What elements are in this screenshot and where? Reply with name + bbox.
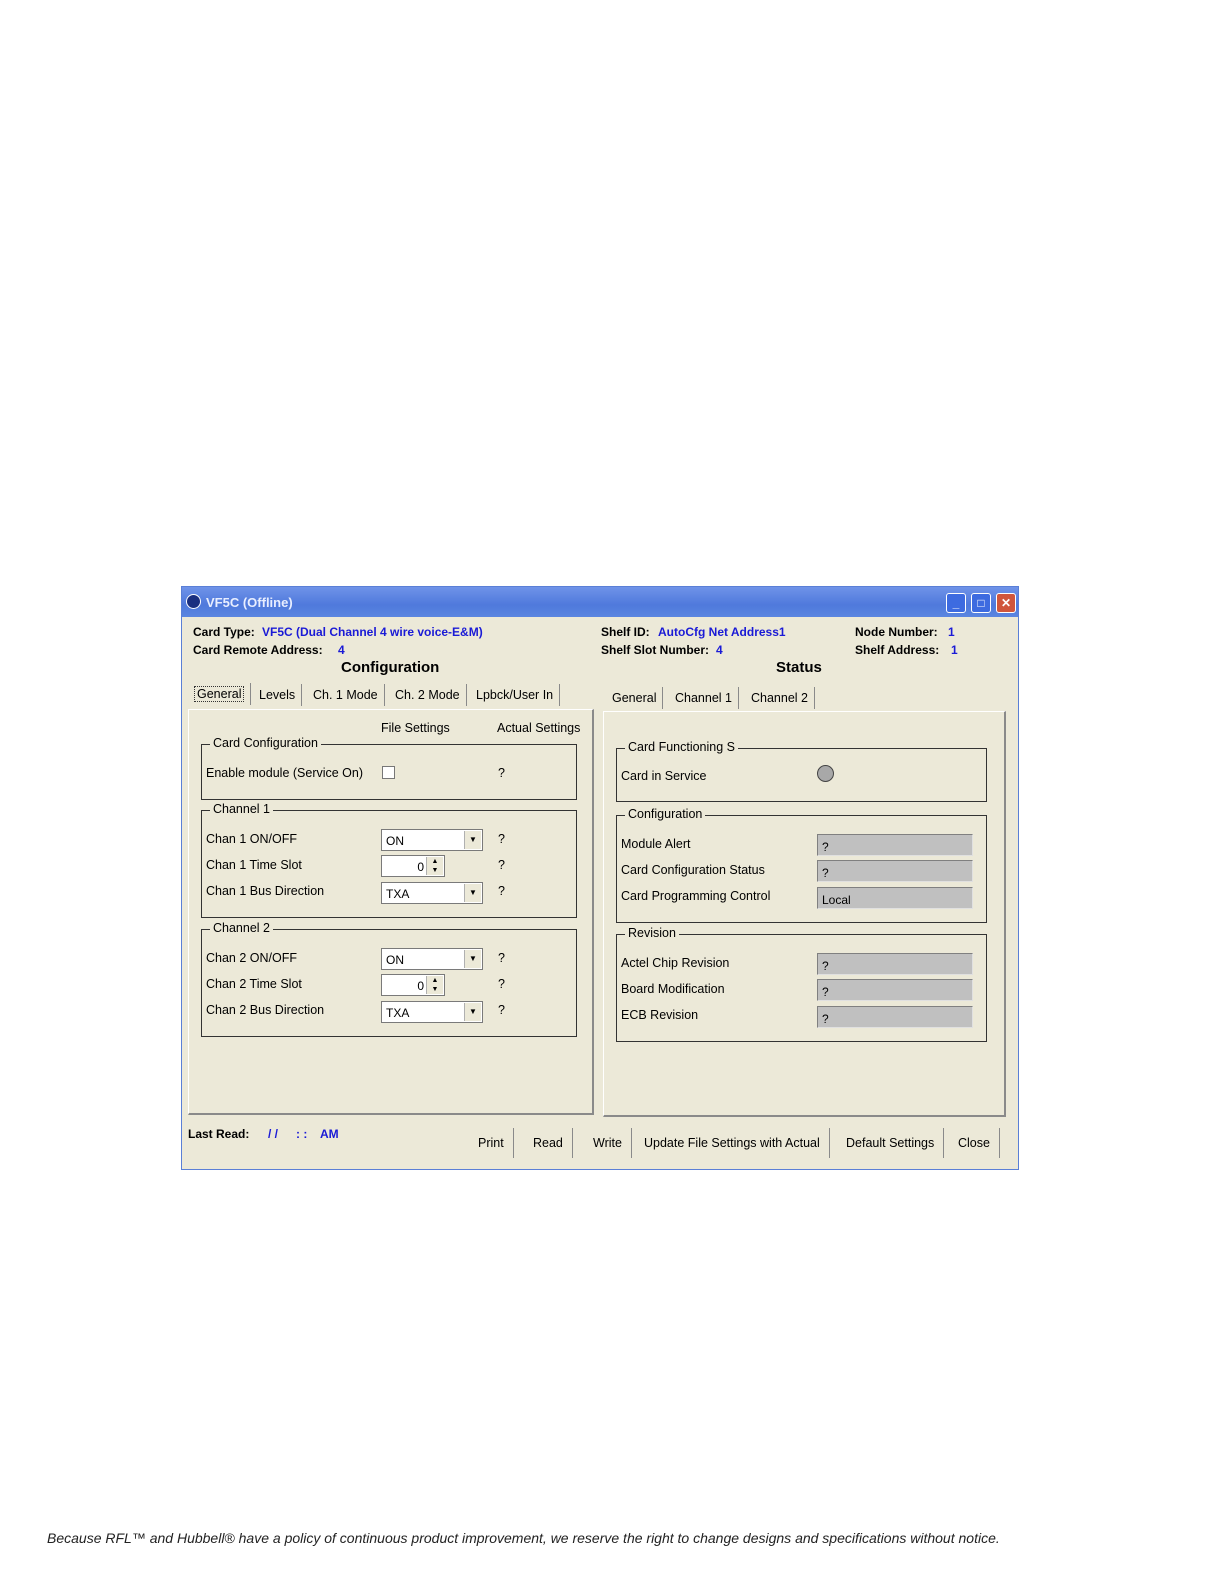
shelf-address-value: 1 — [951, 643, 958, 657]
channel2-group — [201, 921, 577, 1037]
chan2-timeslot-actual: ? — [498, 977, 505, 991]
chan1-busdir-actual: ? — [498, 884, 505, 898]
chan2-timeslot-label: Chan 2 Time Slot — [206, 977, 302, 991]
config-status-field — [817, 860, 973, 882]
config-status-value: ? — [822, 866, 829, 880]
card-type-label: Card Type: — [193, 625, 255, 639]
default-settings-button[interactable]: Default Settings — [837, 1128, 944, 1158]
node-number-label: Node Number: — [855, 625, 938, 639]
card-remote-address-value: 4 — [338, 643, 345, 657]
chan2-busdir-value: TXA — [386, 1006, 410, 1020]
actel-revision-value: ? — [822, 959, 829, 973]
vf5c-window — [181, 586, 1019, 1170]
chan1-busdir-value: TXA — [386, 887, 410, 901]
chan1-onoff-value: ON — [386, 834, 404, 848]
ecb-revision-field — [817, 1006, 973, 1028]
chan2-timeslot-spinner[interactable] — [381, 974, 445, 996]
prog-control-field — [817, 887, 973, 909]
prog-control-label: Card Programming Control — [621, 889, 771, 903]
app-icon — [186, 594, 201, 609]
shelf-address-label: Shelf Address: — [855, 643, 940, 657]
card-configuration-group — [201, 736, 577, 800]
chevron-down-icon[interactable]: ▼ — [464, 884, 481, 902]
module-alert-field — [817, 834, 973, 856]
channel1-group — [201, 802, 577, 918]
shelf-slot-label: Shelf Slot Number: — [601, 643, 710, 657]
chevron-down-icon[interactable]: ▼ — [464, 950, 481, 968]
last-read-date: / / — [268, 1127, 279, 1141]
chan2-busdir-label: Chan 2 Bus Direction — [206, 1003, 325, 1017]
chan2-onoff-value: ON — [386, 953, 404, 967]
card-functioning-group — [616, 740, 987, 802]
status-configuration-title: Configuration — [625, 807, 705, 821]
channel1-title: Channel 1 — [210, 802, 273, 816]
print-button[interactable]: Print — [469, 1128, 514, 1158]
card-in-service-indicator — [817, 765, 834, 782]
spinner-arrows-icon[interactable]: ▲ ▼ — [426, 857, 443, 875]
tab-config-general[interactable] — [188, 683, 251, 705]
ecb-revision-value: ? — [822, 1012, 829, 1026]
chan1-busdir-label: Chan 1 Bus Direction — [206, 884, 325, 898]
chan2-busdir-select[interactable] — [381, 1001, 483, 1023]
board-modification-value: ? — [822, 985, 829, 999]
status-heading: Status — [776, 659, 822, 676]
board-modification-field — [817, 979, 973, 1001]
module-alert-label: Module Alert — [621, 837, 691, 851]
close-button[interactable]: Close — [949, 1128, 1000, 1158]
chan1-onoff-actual: ? — [498, 832, 505, 846]
chan2-timeslot-value: 0 — [417, 979, 424, 993]
disclaimer-footer: Because RFL™ and Hubbell® have a policy of continuous product improvement, we reserve the right to change designs and specifications without notice. — [47, 1530, 1000, 1546]
card-remote-address-label: Card Remote Address: — [193, 643, 323, 657]
configuration-panel — [188, 709, 594, 1115]
board-modification-label: Board Modification — [621, 982, 725, 996]
enable-module-label: Enable module (Service On) — [206, 766, 364, 780]
update-file-settings-button[interactable]: Update File Settings with Actual — [635, 1128, 830, 1158]
window-title: VF5C (Offline) — [206, 595, 293, 610]
last-read-label: Last Read: — [188, 1127, 250, 1141]
module-alert-value: ? — [822, 840, 829, 854]
shelf-slot-value: 4 — [716, 643, 723, 657]
tab-status-channel1[interactable]: Channel 1 — [669, 687, 739, 709]
maximize-button[interactable]: □ — [971, 593, 991, 613]
chan2-busdir-actual: ? — [498, 1003, 505, 1017]
status-configuration-group — [616, 807, 987, 923]
chan1-onoff-label: Chan 1 ON/OFF — [206, 832, 297, 846]
spinner-arrows-icon[interactable]: ▲ ▼ — [426, 976, 443, 994]
chan1-timeslot-value: 0 — [417, 860, 424, 874]
chan1-timeslot-spinner[interactable] — [381, 855, 445, 877]
close-window-button[interactable]: ✕ — [996, 593, 1016, 613]
configuration-heading: Configuration — [341, 659, 440, 676]
chevron-down-icon[interactable]: ▼ — [464, 1003, 481, 1021]
chan2-onoff-actual: ? — [498, 951, 505, 965]
revision-group — [616, 926, 987, 1042]
last-read-ampm: AM — [320, 1127, 339, 1141]
shelf-id-value: AutoCfg Net Address1 — [658, 625, 786, 639]
chan1-busdir-select[interactable] — [381, 882, 483, 904]
prog-control-value: Local — [822, 893, 851, 907]
config-status-label: Card Configuration Status — [621, 863, 765, 877]
revision-title: Revision — [625, 926, 679, 940]
ecb-revision-label: ECB Revision — [621, 1008, 699, 1022]
write-button[interactable]: Write — [584, 1128, 632, 1158]
read-button[interactable]: Read — [524, 1128, 573, 1158]
enable-module-checkbox[interactable] — [382, 766, 395, 779]
chevron-down-icon[interactable]: ▼ — [464, 831, 481, 849]
tab-config-ch2-mode[interactable]: Ch. 2 Mode — [389, 684, 467, 706]
status-panel — [603, 711, 1006, 1117]
chan2-onoff-select[interactable] — [381, 948, 483, 970]
file-settings-header: File Settings — [381, 721, 450, 735]
tab-config-general-label: General — [194, 686, 244, 702]
chan1-timeslot-actual: ? — [498, 858, 505, 872]
tab-config-ch1-mode[interactable]: Ch. 1 Mode — [307, 684, 385, 706]
card-functioning-title: Card Functioning S — [625, 740, 738, 754]
actual-settings-header: Actual Settings — [497, 721, 581, 735]
tab-status-general[interactable]: General — [606, 687, 663, 709]
minimize-button[interactable]: _ — [946, 593, 966, 613]
channel2-title: Channel 2 — [210, 921, 273, 935]
node-number-value: 1 — [948, 625, 955, 639]
actel-revision-field — [817, 953, 973, 975]
title-bar[interactable] — [182, 587, 1018, 617]
enable-module-actual: ? — [498, 766, 505, 780]
card-in-service-label: Card in Service — [621, 769, 707, 783]
card-type-value: VF5C (Dual Channel 4 wire voice-E&M) — [262, 625, 483, 639]
actel-revision-label: Actel Chip Revision — [621, 956, 730, 970]
tab-config-levels[interactable]: Levels — [253, 684, 302, 706]
chan2-onoff-label: Chan 2 ON/OFF — [206, 951, 297, 965]
chan1-timeslot-label: Chan 1 Time Slot — [206, 858, 302, 872]
tab-config-lpbck[interactable]: Lpbck/User In — [470, 684, 560, 706]
tab-status-channel2[interactable]: Channel 2 — [745, 687, 815, 709]
last-read-time: : : — [296, 1127, 308, 1141]
shelf-id-label: Shelf ID: — [601, 625, 650, 639]
chan1-onoff-select[interactable] — [381, 829, 483, 851]
card-configuration-title: Card Configuration — [210, 736, 321, 750]
